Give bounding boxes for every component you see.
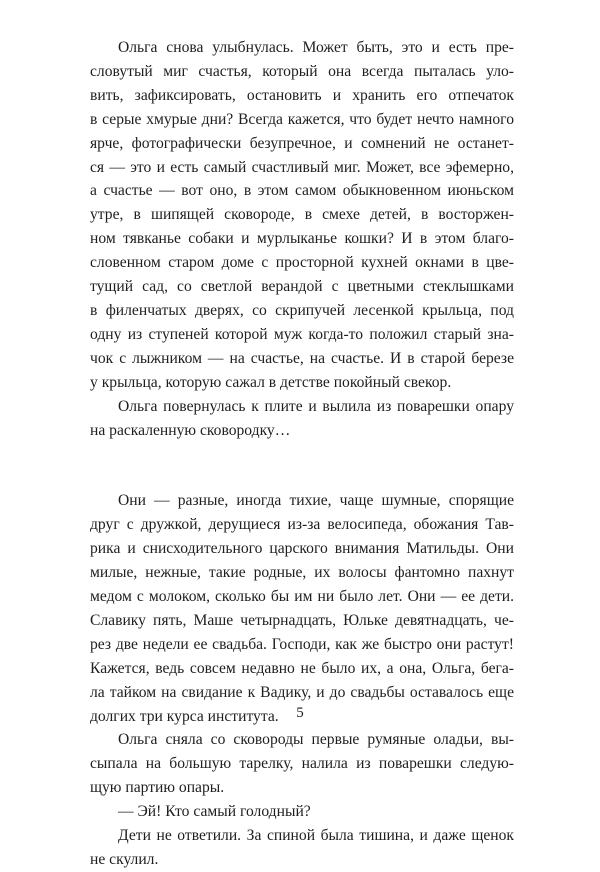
text-line: щую партию опары. xyxy=(90,779,225,797)
paragraph-6 xyxy=(90,824,514,872)
section-break xyxy=(90,442,514,489)
text-line: одну из ступеней которой муж когда-то положил старый зна- xyxy=(90,325,514,343)
page-number: 5 xyxy=(296,705,304,721)
text-line: чок с лыжником — на счастье, на счастье. И в старой березе xyxy=(90,349,514,367)
paragraph-1 xyxy=(90,36,514,395)
text-line: тущий сад, со светлой верандой с цветными стеклышками xyxy=(90,278,514,296)
text-line: Ольга снова улыбнулась. Может быть, это и есть пре- xyxy=(118,39,514,56)
text-line: утре, в шипящей сковороде, в смехе детей, в восторжен- xyxy=(90,206,514,224)
text-line: вить, зафиксировать, остановить и хранить его отпечаток xyxy=(90,86,514,104)
text-line: Ольга сняла со сковороды первые румяные оладьи, вы- xyxy=(118,731,514,749)
text-line: друг с дружкой, дерущиеся из-за велосипеда, обожания Тав- xyxy=(90,516,514,534)
text-line: сыпала на большую тарелку, налила из поварешки следую- xyxy=(90,755,514,773)
text-line: в серые хмурые дни? Всегда кажется, что будет нечто намного xyxy=(90,110,514,128)
text-line: словутый миг счастья, который она всегда пыталась уло- xyxy=(90,62,514,80)
text-line: Ольга повернулась к плите и вылила из поварешки опару xyxy=(118,397,514,415)
text-line: не скулил. xyxy=(90,851,159,868)
text-line: словенном старом доме с просторной кухней окнами в цве- xyxy=(90,254,514,272)
text-line: долгих три курса института. xyxy=(90,707,279,725)
paragraph-4 xyxy=(90,728,514,800)
text-line: Они — разные, иногда тихие, чаще шумные, спорящие xyxy=(118,492,514,510)
paragraph-2 xyxy=(90,395,514,443)
text-line: на раскаленную сковородку… xyxy=(90,421,291,439)
paragraph-3 xyxy=(90,489,514,728)
text-line: ся — это и есть самый счастливый миг. Может, все эфемерно, xyxy=(90,158,514,176)
text-line: рез две недели ее свадьба. Господи, как же быстро они растут! xyxy=(90,635,514,653)
text-line: милые, нежные, такие родные, их волосы фантомно пахнут xyxy=(90,564,514,582)
text-line: в филенчатых дверях, со скрипучей лесенкой крыльца, под xyxy=(90,301,514,319)
text-line: а счастье — вот оно, в этом самом обыкновенном июньском xyxy=(90,182,514,200)
dialogue-line xyxy=(90,800,514,824)
text-line: рика и снисходительного царского внимания Матильды. Они xyxy=(90,540,514,558)
text-line: медом с молоком, сколько бы им ни было лет. Они — ее дети. xyxy=(90,588,514,606)
book-page-text xyxy=(90,36,514,872)
text-line: Кажется, ведь совсем недавно не было их, а она, Ольга, бега- xyxy=(90,659,514,677)
text-line: ла тайком на свидание к Вадику, и до свадьбы оставалось еще xyxy=(90,683,514,701)
text-line: — Эй! Кто самый голодный? xyxy=(118,803,311,821)
text-line: ярче, фотографически безупречное, и сомнений не останет- xyxy=(90,134,514,152)
text-line: у крыльца, которую сажал в детстве покойный свекор. xyxy=(90,373,452,391)
text-line: Дети не ответили. За спиной была тишина, и даже щенок xyxy=(118,827,514,845)
text-line: ном тявканье собаки и мурлыканье кошки? И в этом благо- xyxy=(90,230,514,248)
text-line: Славику пять, Маше четырнадцать, Юльке девятнадцать, че- xyxy=(90,611,514,629)
